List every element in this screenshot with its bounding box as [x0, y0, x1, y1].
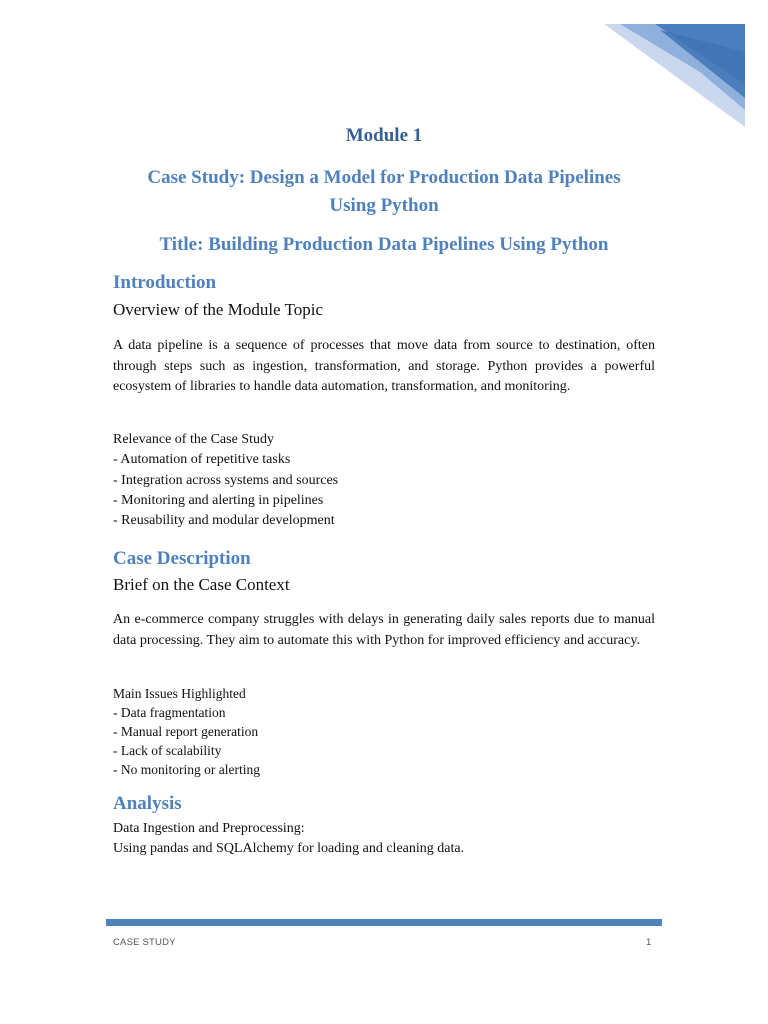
list-item: - No monitoring or alerting: [113, 762, 260, 777]
list-item: - Data fragmentation: [113, 705, 226, 720]
issues-block: [113, 684, 655, 779]
footer-label: CASE STUDY: [113, 937, 176, 948]
list-item: - Monitoring and alerting in pipelines: [113, 492, 324, 508]
list-item: - Reusability and modular development: [113, 513, 335, 529]
case-description-paragraph: An e-commerce company struggles with delays in generating daily sales reports due to manual data processing. They aim to automate this with Python for improved efficiency and accuracy.: [113, 612, 655, 648]
page-number: 1: [646, 937, 652, 948]
analysis-line1: Data Ingestion and Preprocessing:: [113, 821, 305, 836]
corner-triangle-light: [604, 24, 745, 127]
corner-decoration: [0, 0, 768, 140]
document-title: Title: Building Production Data Pipelines Using Python: [159, 234, 609, 255]
introduction-paragraph: A data pipeline is a sequence of processes that move data from source to destination, often through steps such as ingestion, transformation, and storage. Python provides a powerful ecosystem of libraries to handle data automation, transformation, and monitoring.: [113, 338, 655, 394]
issues-list: [113, 703, 655, 779]
case-description-subheading: Brief on the Case Context: [113, 575, 290, 594]
case-study-title-line1: Case Study: Design a Model for Production Data Pipelines: [147, 167, 621, 188]
corner-triangle-mid: [620, 24, 745, 110]
list-item: - Automation of repetitive tasks: [113, 452, 291, 468]
relevance-list: [113, 450, 655, 531]
introduction-subheading: Overview of the Module Topic: [113, 300, 324, 319]
case-description-heading: Case Description: [113, 548, 251, 569]
module-title: Module 1: [345, 125, 423, 146]
analysis-heading: Analysis: [113, 793, 182, 814]
case-study-title-line2: Using Python: [329, 195, 439, 216]
list-item: - Integration across systems and sources: [113, 472, 339, 488]
analysis-line2: Using pandas and SQLAlchemy for loading and cleaning data.: [113, 841, 465, 857]
relevance-block: [113, 430, 655, 531]
introduction-heading: Introduction: [113, 272, 217, 293]
relevance-heading: Relevance of the Case Study: [113, 432, 274, 447]
case-study-title: [113, 164, 655, 220]
list-item: - Lack of scalability: [113, 743, 222, 758]
corner-triangle-accent: [660, 30, 745, 98]
list-item: - Manual report generation: [113, 724, 259, 739]
corner-triangle-dark: [655, 24, 745, 84]
analysis-block: [113, 819, 655, 860]
footer-bar: [106, 919, 662, 926]
issues-heading: Main Issues Highlighted: [113, 686, 246, 701]
